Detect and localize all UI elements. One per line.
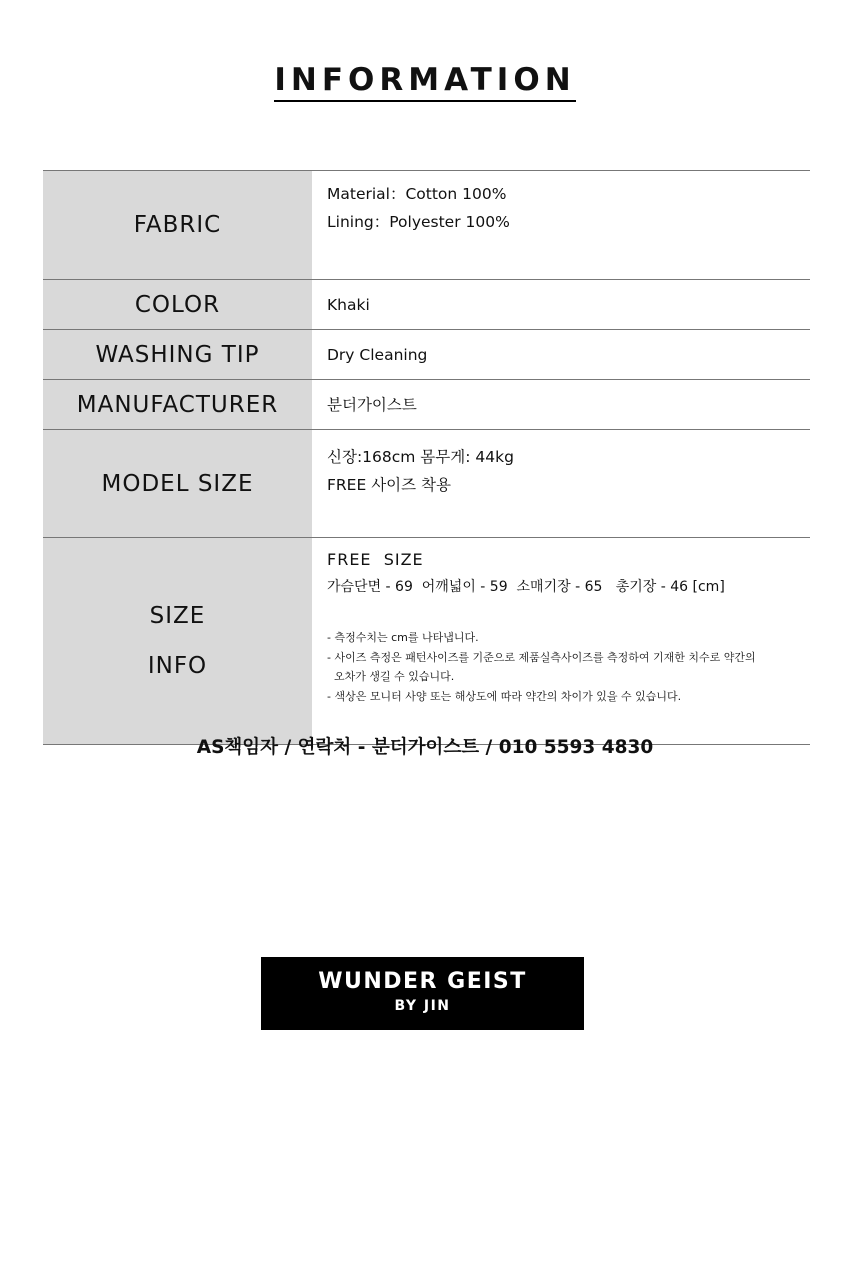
table-row-washing-tip — [43, 330, 810, 380]
model-size-body: 신장:168cm 몸무게: 44kg — [327, 448, 514, 466]
manufacturer-label: MANUFACTURER — [43, 380, 312, 430]
fabric-lining: Lining：Polyester 100% — [327, 213, 510, 231]
fabric-material: Material：Cotton 100% — [327, 185, 507, 203]
size-note-3: 오차가 생길 수 있습니다. — [327, 670, 455, 683]
manufacturer-value: 분더가이스트 — [312, 380, 810, 430]
model-size-wearing: FREE 사이즈 착용 — [327, 476, 451, 494]
table-row-fabric — [43, 171, 810, 280]
info-table — [43, 170, 810, 745]
brand-logo-name: WUNDER GEIST — [318, 969, 527, 994]
washing-tip-label: WASHING TIP — [43, 330, 312, 380]
color-value: Khaki — [312, 280, 810, 330]
size-note-4: - 색상은 모니터 사양 또는 해상도에 따라 약간의 차이가 있을 수 있습니다. — [327, 689, 682, 703]
size-notes — [327, 628, 810, 706]
size-heading: FREE SIZE — [327, 550, 424, 569]
size-measurements: 가슴단면 - 69 어깨넓이 - 59 소매기장 - 65 총기장 - 46 [cm] — [327, 579, 725, 595]
brand-logo-sub: BY JIN — [394, 998, 451, 1014]
size-info-label-line1: SIZE — [149, 603, 206, 629]
color-label: COLOR — [43, 280, 312, 330]
page-title: INFORMATION — [274, 62, 575, 102]
table-row-model-size — [43, 430, 810, 538]
page-title-wrap — [0, 62, 850, 102]
table-row-manufacturer — [43, 380, 810, 430]
size-note-2: - 사이즈 측정은 패턴사이즈를 기준으로 제품실측사이즈를 측정하여 기재한 치수로 약간의 — [327, 650, 756, 664]
fabric-value — [312, 171, 810, 280]
size-note-1: - 측정수치는 cm를 나타냅니다. — [327, 631, 479, 644]
brand-logo — [261, 957, 584, 1030]
model-size-value — [312, 430, 810, 538]
size-info-label-line2: INFO — [147, 653, 208, 679]
as-contact: AS책임자 / 연락처 - 분더가이스트 / 010 5593 4830 — [196, 737, 654, 758]
table-row-size-info — [43, 538, 810, 745]
size-info-label — [43, 538, 312, 745]
fabric-label: FABRIC — [43, 171, 312, 280]
washing-tip-value: Dry Cleaning — [312, 330, 810, 380]
table-row-color — [43, 280, 810, 330]
model-size-label: MODEL SIZE — [43, 430, 312, 538]
size-info-value — [312, 538, 810, 745]
